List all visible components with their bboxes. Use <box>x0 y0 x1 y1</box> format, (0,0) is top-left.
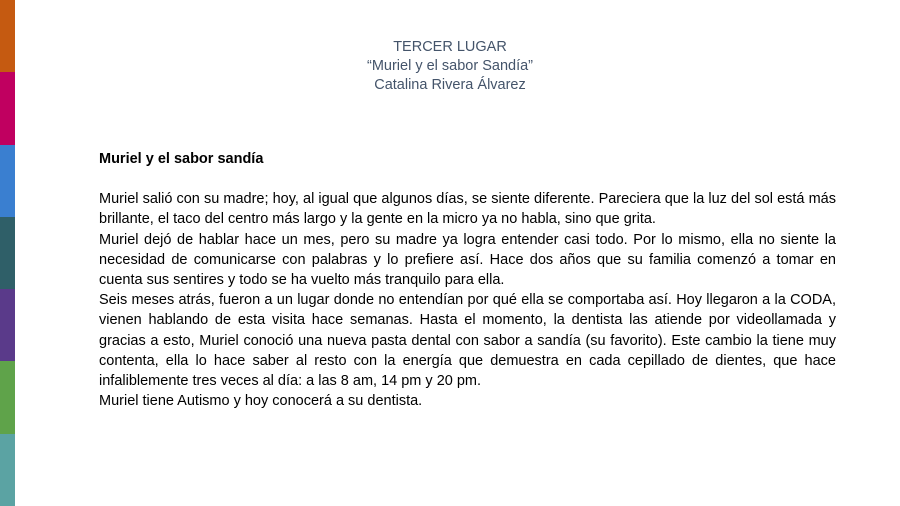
strip-segment <box>0 145 15 217</box>
strip-segment <box>0 217 15 289</box>
story-title: Muriel y el sabor sandía <box>99 151 264 167</box>
story-quoted-title: “Muriel y el sabor Sandía” <box>366 58 533 74</box>
award-place-heading: TERCER LUGAR <box>393 39 507 55</box>
strip-segment <box>0 361 15 433</box>
story-body <box>99 149 836 411</box>
story-paragraph: Muriel salió con su madre; hoy, al igual que algunos días, se siente diferente. Pareciera que la luz del sol está más brillante, el taco del centro más largo y la gente en la micro ya no habla, sino que grita. <box>99 191 836 228</box>
strip-segment <box>0 434 15 506</box>
author-name: Catalina Rivera Álvarez <box>374 77 526 93</box>
strip-segment <box>0 289 15 361</box>
story-paragraph: Seis meses atrás, fueron a un lugar donde no entendían por qué ella se comportaba así. Hoy llegaron a la CODA, vienen hablando de esta visita hace semanas. Hasta el momento, la dentista las atiende por videollamada y gracias a esto, Muriel conoció una nueva pasta dental con sabor a sandía (su favorito). Este cambio la tiene muy contenta, ella lo hace saber al resto con la energía que demuestra en cada cepillado de dientes, que hace infaliblemente tres veces al día: a las 8 am, 14 pm y 20 pm. <box>99 292 836 390</box>
story-paragraph: Muriel dejó de hablar hace un mes, pero su madre ya logra entender casi todo. Por lo mismo, ella no siente la necesidad de comunicarse con palabras y lo prefiere así. Hace dos años que su familia comenzó a tomar en cuenta sus sentires y todo se ha vuelto más tranquilo para ella. <box>99 231 836 289</box>
story-paragraph: Muriel tiene Autismo y hoy conocerá a su dentista. <box>99 393 423 410</box>
page-header <box>0 38 900 95</box>
